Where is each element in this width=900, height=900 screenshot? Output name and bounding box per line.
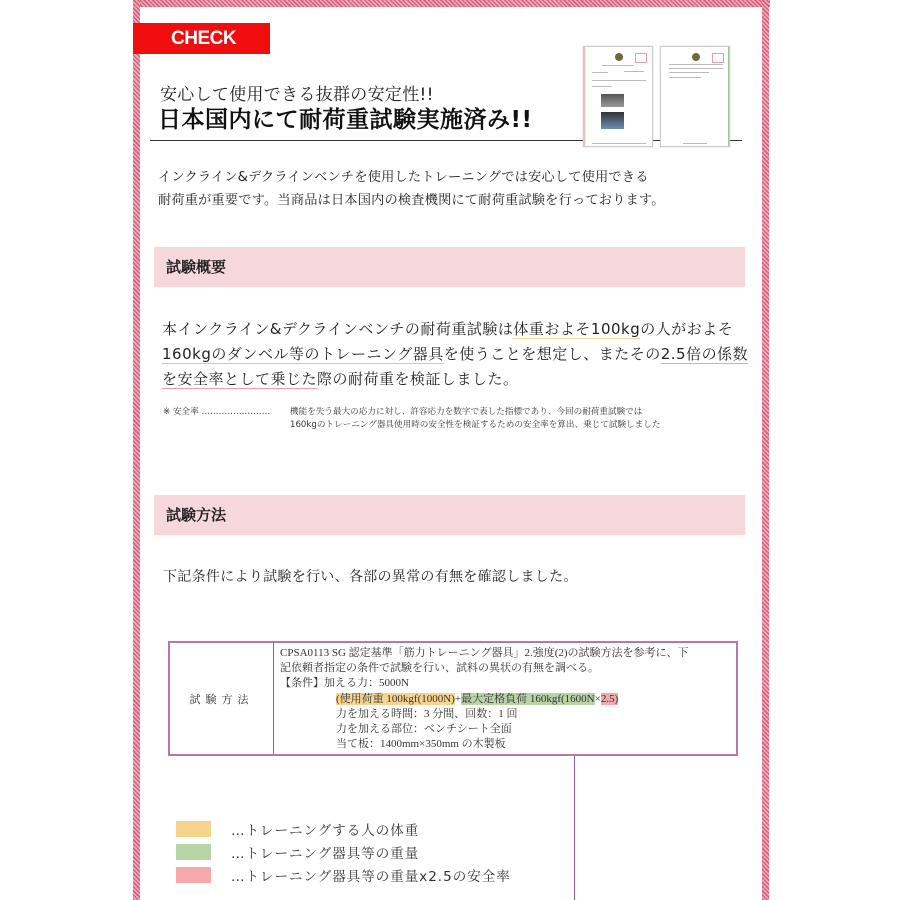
connector-line [574,756,575,900]
table-line: 【条件】加える力：5000N [280,677,409,690]
test-report-page-1-thumbnail [583,46,653,147]
legend-item-safety-factor [176,863,511,886]
overview-text: の人がおよそ [640,320,734,338]
highlight-safety-factor-2: 安全率として乗じた [177,370,318,388]
intro-line-2: 耐荷重が重要です。当商品は日本国内の検査機関にて耐荷重試験を行っております。 [158,193,665,208]
intro-line-1: インクライン&デクラインベンチを使用したトレーニングでは安心して使用できる [158,170,649,185]
header-title: 日本国内にて耐荷重試験実施済み!! [158,107,533,133]
seal-icon [692,53,700,61]
overview-text: 本インクライン&デクラインベンチの耐荷重試験は [162,320,514,338]
legend-label: …トレーニング器具等の重量 [231,845,420,862]
table-line: 力を加える部位：ベンチシート全面 [336,723,512,736]
legend-swatch-green [176,844,211,860]
legend-swatch-yellow [176,821,211,837]
table-line: 記依頼者指定の条件で試験を行い、試料の異状の有無を調べる。 [280,662,599,675]
header-subtitle: 安心して使用できる抜群の安定性!! [160,85,434,105]
frame-top-border [133,0,770,7]
bench-photo [601,112,624,129]
highlight-factor: 2.5) [600,692,619,705]
frame-right-border [762,0,769,900]
section-heading-method: 試験方法 [154,495,745,535]
overview-text: を使うことを想定し、またその [443,345,661,363]
test-report-page-2-thumbnail [660,46,730,147]
stamp-icon [712,53,724,63]
section-heading-overview: 試験概要 [154,247,745,287]
table-label-cell: 試験方法 [170,643,274,754]
note-line-2: 160kgのトレーニング器具使用時の安全性を検証するための安全率を算出、乗じて試験しました [290,420,661,430]
stamp-icon [635,53,647,63]
table-content-cell [280,646,732,752]
table-line: 当て板：1400mm×350mm の木製板 [336,738,506,751]
frame-left-border [133,0,140,900]
header-divider [150,140,742,141]
highlight-safety-factor: 2.5倍の係数を [162,345,749,388]
table-line: 力を加える時間：3 分間、回数：1 回 [336,707,518,720]
table-line: CPSA0113 SG 認定基準「筋力トレーニング器具」2.強度(2)の試験方法を参考に、下 [280,647,689,659]
highlight-body-weight: 体重およそ100kg [513,320,641,338]
legend-label: …トレーニングする人の体重 [231,822,420,839]
highlight-equipment-weight: 160kgのダンベル等のトレーニング器具 [162,345,444,363]
bench-photo [601,94,624,107]
highlight-rated-load: 最大定格負荷 160kgf(1600N [461,692,595,705]
legend-label: …トレーニング器具等の重量x2.5の安全率 [231,868,511,885]
legend-item-body-weight [176,817,511,840]
legend-item-equipment-weight [176,840,511,863]
overview-text: 際の耐荷重を検証しました。 [317,370,519,388]
method-intro-text: 下記条件により試験を行い、各部の異常の有無を確認しました。 [163,569,578,585]
test-method-table [168,641,738,756]
note-line-1: 機能を失う最大の応力に対し、許容応力を数字で表した指標であり、今回の耐荷重試験では [290,407,643,417]
times-sign: × [594,692,601,705]
intro-text [158,166,665,212]
legend-swatch-pink [176,867,211,883]
plus-sign: + [454,692,462,705]
safety-factor-note-text [290,406,750,432]
highlight-user-load: (使用荷重 100kgf(1000N) [336,692,455,705]
seal-icon [615,53,623,61]
table-load-formula [280,692,732,707]
color-legend [176,817,511,886]
safety-factor-note-label: ※ 安全率 …………………… [163,407,271,417]
overview-paragraph [162,317,752,392]
check-badge: CHECK [133,23,270,54]
